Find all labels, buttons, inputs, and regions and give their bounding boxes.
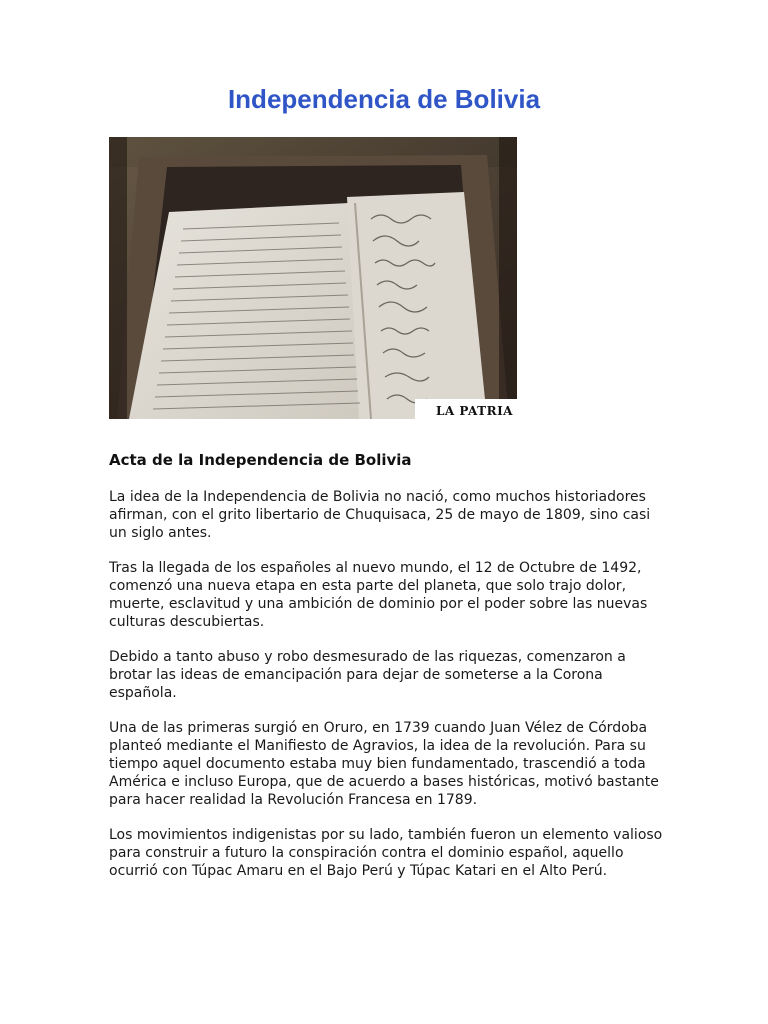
paragraph-3: Debido a tanto abuso y robo desmesurado de las riquezas, comenzaron a brotar las ideas de emancipación para dejar de someterse a la Corona española. (109, 649, 626, 701)
paragraph-2: Tras la llegada de los españoles al nuevo mundo, el 12 de Octubre de 1492, comenzó una nueva etapa en esta parte del planeta, que solo trajo dolor, muerte, esclavitud y una ambición de dominio por el poder sobre las nuevas culturas descubiertas. (109, 560, 648, 630)
paragraph-1: La idea de la Independencia de Bolivia no nació, como muchos historiadores afirman, con el grito libertario de Chuquisaca, 25 de mayo de 1809, sino casi un siglo antes. (109, 489, 651, 541)
section-heading: Acta de la Independencia de Bolivia (109, 451, 412, 469)
article-body (109, 488, 669, 897)
newspaper-watermark: LA PATRIA (435, 404, 513, 418)
page-title: Independencia de Bolivia (227, 84, 541, 114)
acta-document-illustration (109, 137, 517, 419)
document-photo (109, 137, 517, 419)
paragraph-4: Una de las primeras surgió en Oruro, en 1739 cuando Juan Vélez de Córdoba planteó mediante el Manifiesto de Agravios, la idea de la revolución. Para su tiempo aquel documento estaba muy bien fundamentado, trascendió a toda América e incluso Europa, que de acuerdo a bases históricas, motivó bastante para hacer realidad la Revolución Francesa en 1789. (109, 720, 659, 808)
paragraph-5: Los movimientos indigenistas por su lado, también fueron un elemento valioso para construir a futuro la conspiración contra el dominio español, aquello ocurrió con Túpac Amaru en el Bajo Perú y Túpac Katari en el Alto Perú. (109, 827, 663, 879)
